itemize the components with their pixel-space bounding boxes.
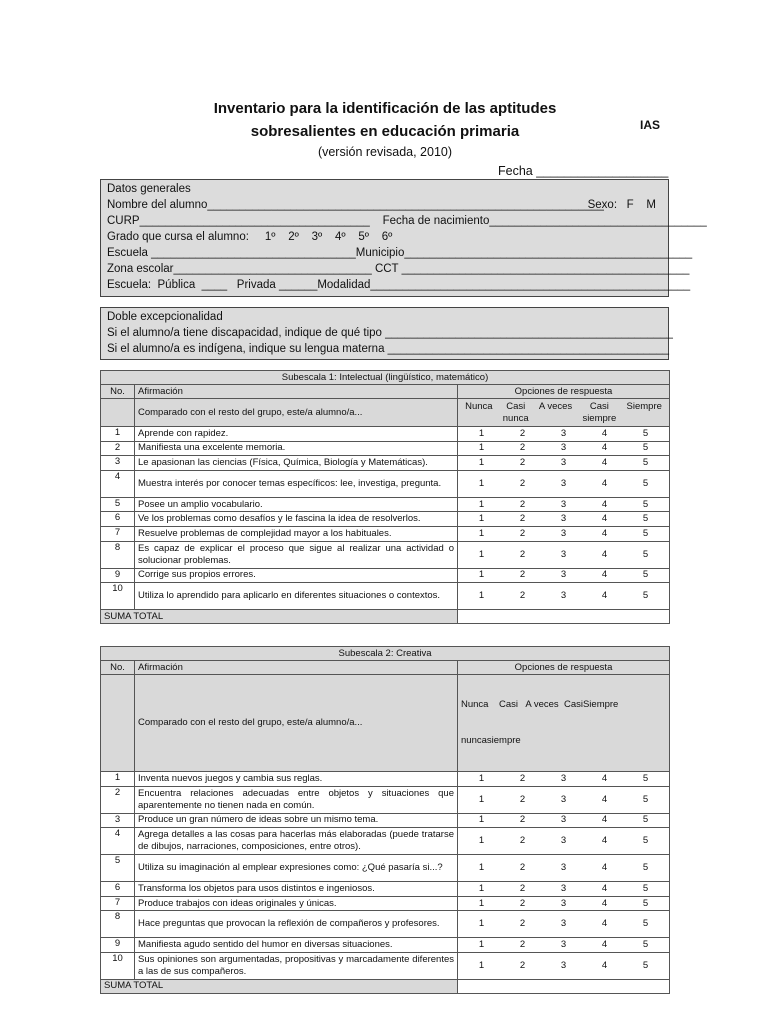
scale-option-1[interactable]: 1 [478,513,485,525]
indigenous-language-field[interactable]: Si el alumno/a es indígena, indique su lengua materna ____________________________________________ [107,343,670,355]
scale-option-3[interactable]: 3 [560,959,567,971]
scale-option-4[interactable]: 4 [601,939,608,951]
response-scale [461,428,666,440]
col-no: No. [101,385,135,399]
scale-option-3[interactable]: 3 [560,513,567,525]
subscale-1-title: Subescala 1: Intelectual (lingüístico, matemático) [101,371,670,385]
item-row [101,855,670,882]
option-nunca: Nunca [465,400,493,412]
grade-field[interactable]: Grado que cursa el alumno: 1º 2º 3º 4º 5º 6º [107,231,393,243]
scale-option-2[interactable]: 2 [519,590,526,602]
double-exceptionality-heading: Doble excepcionalidad [107,311,223,323]
scale-option-1[interactable]: 1 [478,835,485,847]
comparado-text: Comparado con el resto del grupo, este/a alumno/a... [135,675,458,772]
response-scale [461,590,666,602]
scale-option-4[interactable]: 4 [601,814,608,826]
subscale-2-table [100,646,670,994]
scale-option-5[interactable]: 5 [642,590,649,602]
scale-option-2[interactable]: 2 [519,772,526,784]
disability-field[interactable]: Si el alumno/a tiene discapacidad, indique de qué tipo _____________________________________________ [107,327,673,339]
item-statement: Produce un gran número de ideas sobre un mismo tema. [135,813,458,828]
item-number: 7 [101,896,135,911]
scale-option-3[interactable]: 3 [560,477,567,489]
item-number: 8 [101,541,135,568]
item-row [101,456,670,471]
item-row [101,583,670,610]
item-number: 6 [101,882,135,897]
scale-option-4[interactable]: 4 [601,477,608,489]
scale-option-2[interactable]: 2 [519,793,526,805]
item-statement: Transforma los objetos para usos distintos e ingeniosos. [135,882,458,897]
scale-option-2[interactable]: 2 [519,939,526,951]
item-statement: Hace preguntas que provocan la reflexión de compañeros y profesores. [135,911,458,938]
scale-option-2[interactable]: 2 [519,918,526,930]
item-statement: Encuentra relaciones adecuadas entre objetos y situaciones que aparentemente no tienen nada en común. [135,786,458,813]
col-afirmacion: Afirmación [135,661,458,675]
scale-option-1[interactable]: 1 [478,772,485,784]
scale-option-1[interactable]: 1 [478,548,485,560]
scale-option-4[interactable]: 4 [601,442,608,454]
scale-option-4[interactable]: 4 [601,772,608,784]
scale-option-4[interactable]: 4 [601,835,608,847]
item-statement: Agrega detalles a las cosas para hacerlas más elaboradas (puede tratarse de dibujos, narraciones, composiciones, entre otros). [135,828,458,855]
item-number: 3 [101,813,135,828]
scale-option-4[interactable]: 4 [601,498,608,510]
date-field[interactable]: Fecha ___________________ [498,164,669,178]
scale-option-2[interactable]: 2 [519,498,526,510]
item-statement: Manifiesta agudo sentido del humor en diversas situaciones. [135,938,458,953]
option-casi-nunca: Casi nunca [502,400,529,424]
general-data-box [100,179,707,297]
item-row [101,952,670,979]
scale-option-4[interactable]: 4 [601,918,608,930]
col-no: No. [101,661,135,675]
scale-option-3[interactable]: 3 [560,939,567,951]
scale-option-5[interactable]: 5 [642,442,649,454]
subscale-2-title: Subescala 2: Creativa [101,647,670,661]
scale-option-4[interactable]: 4 [601,897,608,909]
response-scale [461,569,666,581]
item-number: 6 [101,512,135,527]
scale-option-1[interactable]: 1 [478,569,485,581]
zone-field[interactable]: Zona escolar_______________________________ CCT _____________________________________________ [107,263,690,275]
item-statement: Manifiesta una excelente memoria. [135,441,458,456]
scale-option-1[interactable]: 1 [478,477,485,489]
scale-option-2[interactable]: 2 [519,477,526,489]
options-line2: nuncasiempre [461,735,521,746]
scale-option-2[interactable]: 2 [519,527,526,539]
col-opciones: Opciones de respuesta [458,385,670,399]
item-statement: Posee un amplio vocabulario. [135,497,458,512]
scale-option-4[interactable]: 4 [601,569,608,581]
response-scale [461,794,666,806]
scale-option-5[interactable]: 5 [642,793,649,805]
item-number: 5 [101,497,135,512]
scale-option-3[interactable]: 3 [560,882,567,894]
option-casi-siempre: Casi siempre [582,400,617,424]
scale-option-2[interactable]: 2 [519,835,526,847]
scale-option-1[interactable]: 1 [478,498,485,510]
response-scale [461,442,666,454]
comparado-text: Comparado con el resto del grupo, este/a alumno/a... [135,399,458,427]
scale-option-2[interactable]: 2 [519,814,526,826]
item-number: 1 [101,772,135,787]
item-row [101,896,670,911]
scale-option-1[interactable]: 1 [478,918,485,930]
scale-option-5[interactable]: 5 [642,897,649,909]
scale-option-3[interactable]: 3 [560,918,567,930]
scale-option-4[interactable]: 4 [601,959,608,971]
item-statement: Utiliza su imaginación al emplear expresiones como: ¿Qué pasaría si...? [135,855,458,882]
item-number: 8 [101,911,135,938]
form-title-line2: sobresalientes en educación primaria [250,123,520,140]
item-row [101,568,670,583]
form-code: IAS [640,118,661,132]
scale-option-2[interactable]: 2 [519,513,526,525]
subscale-1-table [100,370,670,624]
scale-option-5[interactable]: 5 [642,427,649,439]
item-row [101,786,670,813]
scale-option-1[interactable]: 1 [478,814,485,826]
scale-option-2[interactable]: 2 [519,427,526,439]
item-row [101,470,670,497]
scale-option-4[interactable]: 4 [601,548,608,560]
scale-option-5[interactable]: 5 [642,477,649,489]
item-number: 3 [101,456,135,471]
scale-option-5[interactable]: 5 [642,569,649,581]
item-row [101,427,670,442]
scale-option-5[interactable]: 5 [642,456,649,468]
scale-option-3[interactable]: 3 [560,527,567,539]
scale-option-3[interactable]: 3 [560,569,567,581]
scale-option-5[interactable]: 5 [642,835,649,847]
double-exceptionality-box [100,307,673,360]
item-row [101,526,670,541]
suma-total-value[interactable] [458,979,670,993]
scale-option-3[interactable]: 3 [560,548,567,560]
scale-option-5[interactable]: 5 [642,959,649,971]
curp-field[interactable]: CURP____________________________________ Fecha de nacimiento__________________________________ [107,215,707,227]
scale-option-3[interactable]: 3 [560,590,567,602]
scale-option-1[interactable]: 1 [478,897,485,909]
scale-option-3[interactable]: 3 [560,793,567,805]
item-statement: Produce trabajos con ideas originales y únicas. [135,896,458,911]
scale-option-1[interactable]: 1 [478,959,485,971]
scale-option-1[interactable]: 1 [478,590,485,602]
item-row [101,911,670,938]
item-statement: Le apasionan las ciencias (Física, Química, Biología y Matemáticas). [135,456,458,471]
item-row [101,938,670,953]
response-scale [461,835,666,847]
scale-option-4[interactable]: 4 [601,427,608,439]
scale-option-2[interactable]: 2 [519,862,526,874]
scale-option-5[interactable]: 5 [642,882,649,894]
school-type-field[interactable]: Escuela: Pública ____ Privada ______Modalidad__________________________________________________ [107,279,691,291]
scale-option-5[interactable]: 5 [642,918,649,930]
scale-option-1[interactable]: 1 [478,882,485,894]
item-row [101,882,670,897]
item-row [101,772,670,787]
response-scale [461,898,666,910]
scale-option-5[interactable]: 5 [642,814,649,826]
item-row [101,541,670,568]
item-statement: Muestra interés por conocer temas específicos: lee, investiga, pregunta. [135,470,458,497]
options-line1: Nunca Casi A veces CasiSiempre [461,699,619,710]
scale-option-3[interactable]: 3 [560,897,567,909]
response-options-header [461,401,666,425]
item-number: 9 [101,568,135,583]
scale-option-5[interactable]: 5 [642,772,649,784]
response-scale [461,883,666,895]
item-statement: Es capaz de explicar el proceso que sigue al realizar una actividad o solucionar problemas. [135,541,458,568]
scale-option-4[interactable]: 4 [601,456,608,468]
form-title-line1: Inventario para la identificación de las aptitudes [213,100,557,117]
scale-option-3[interactable]: 3 [560,772,567,784]
sex-field[interactable]: Sexo: F M [587,199,656,211]
scale-option-2[interactable]: 2 [519,897,526,909]
response-scale [461,918,666,930]
scale-option-2[interactable]: 2 [519,959,526,971]
scale-option-1[interactable]: 1 [478,862,485,874]
scale-option-3[interactable]: 3 [560,498,567,510]
scale-option-2[interactable]: 2 [519,548,526,560]
item-number: 1 [101,427,135,442]
item-statement: Corrige sus propios errores. [135,568,458,583]
item-row [101,813,670,828]
scale-option-4[interactable]: 4 [601,590,608,602]
col-afirmacion: Afirmación [135,385,458,399]
item-statement: Ve los problemas como desafíos y le fascina la idea de resolverlos. [135,512,458,527]
col-opciones: Opciones de respuesta [458,661,670,675]
item-statement: Sus opiniones son argumentadas, propositivas y marcadamente diferentes a las de sus compañeros. [135,952,458,979]
suma-total-label: SUMA TOTAL [101,979,458,993]
scale-option-1[interactable]: 1 [478,456,485,468]
suma-total-label: SUMA TOTAL [101,610,458,624]
scale-option-1[interactable]: 1 [478,793,485,805]
scale-option-4[interactable]: 4 [601,793,608,805]
item-row [101,512,670,527]
scale-option-3[interactable]: 3 [560,814,567,826]
item-row [101,497,670,512]
scale-option-1[interactable]: 1 [478,442,485,454]
scale-option-3[interactable]: 3 [560,427,567,439]
item-number: 9 [101,938,135,953]
scale-option-3[interactable]: 3 [560,862,567,874]
item-row [101,441,670,456]
item-number: 2 [101,441,135,456]
item-number: 10 [101,952,135,979]
scale-option-5[interactable]: 5 [642,939,649,951]
scale-option-3[interactable]: 3 [560,835,567,847]
scale-option-4[interactable]: 4 [601,882,608,894]
item-number: 10 [101,583,135,610]
response-scale [461,513,666,525]
item-number: 5 [101,855,135,882]
scale-option-2[interactable]: 2 [519,456,526,468]
response-scale [461,528,666,540]
response-scale [461,960,666,972]
suma-total-value[interactable] [458,610,670,624]
scale-option-2[interactable]: 2 [519,882,526,894]
scale-option-1[interactable]: 1 [478,939,485,951]
school-field[interactable]: Escuela ________________________________Municipio_____________________________________________ [107,247,693,259]
scale-option-1[interactable]: 1 [478,527,485,539]
scale-option-5[interactable]: 5 [642,527,649,539]
option-a-veces: A veces [538,400,573,412]
scale-option-3[interactable]: 3 [560,456,567,468]
response-scale [461,862,666,874]
option-siempre: Siempre [626,400,662,412]
item-statement: Aprende con rapidez. [135,427,458,442]
form-version: (versión revisada, 2010) [317,145,453,159]
scale-option-4[interactable]: 4 [601,513,608,525]
item-number: 4 [101,828,135,855]
item-statement: Utiliza lo aprendido para aplicarlo en diferentes situaciones o contextos. [135,583,458,610]
item-number: 2 [101,786,135,813]
response-scale [461,549,666,561]
response-scale [461,773,666,785]
scale-option-5[interactable]: 5 [642,548,649,560]
scale-option-1[interactable]: 1 [478,427,485,439]
scale-option-4[interactable]: 4 [601,527,608,539]
scale-option-5[interactable]: 5 [642,862,649,874]
response-scale [461,478,666,490]
response-scale [461,814,666,826]
item-number: 4 [101,470,135,497]
scale-option-2[interactable]: 2 [519,442,526,454]
item-statement: Inventa nuevos juegos y cambia sus reglas. [135,772,458,787]
scale-option-3[interactable]: 3 [560,442,567,454]
student-name-field[interactable]: Nombre del alumno______________________________________________________________ [107,199,604,211]
general-data-heading: Datos generales [107,183,191,195]
response-scale [461,939,666,951]
item-row [101,828,670,855]
response-scale [461,499,666,511]
scale-option-5[interactable]: 5 [642,498,649,510]
scale-option-4[interactable]: 4 [601,862,608,874]
scale-option-5[interactable]: 5 [642,513,649,525]
scale-option-2[interactable]: 2 [519,569,526,581]
response-scale [461,457,666,469]
item-statement: Resuelve problemas de complejidad mayor a los habituales. [135,526,458,541]
item-number: 7 [101,526,135,541]
